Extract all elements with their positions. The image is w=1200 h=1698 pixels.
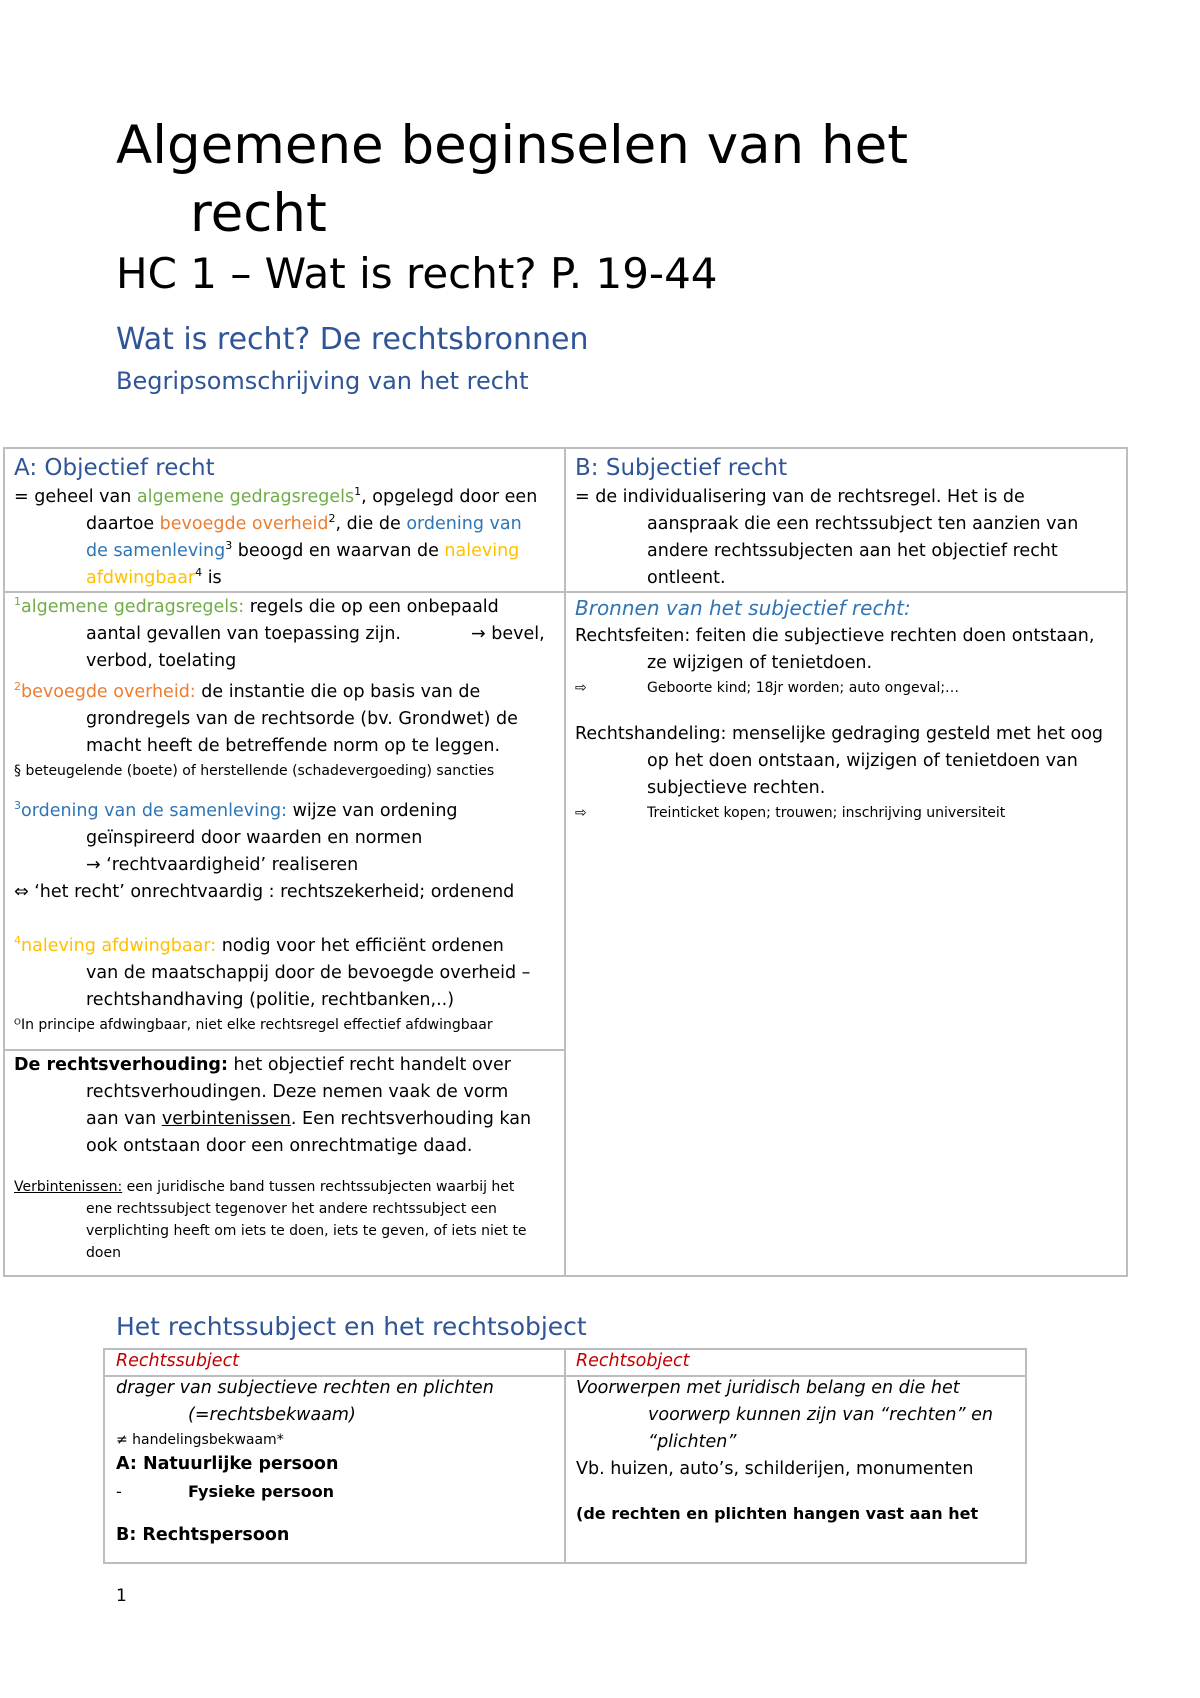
- rechtsverhouding-line2: rechtsverhoudingen. Deze nemen vaak de vorm: [86, 1082, 509, 1102]
- note-2-term: bevoegde overheid:: [21, 682, 196, 702]
- note-1-text2: aantal gevallen van toepassing zijn.: [86, 624, 401, 644]
- rechtsfeiten-line1: Rechtsfeiten: feiten die subjectieve rechten doen ontstaan,: [575, 626, 1095, 646]
- note-4-line2: van de maatschappij door de bevoegde overheid –: [86, 963, 531, 983]
- objectief-recht-cell: [14, 452, 554, 592]
- rechtsobject-heading: Rechtsobject: [576, 1351, 690, 1371]
- term-algemene-gedragsregels: algemene gedragsregels: [136, 487, 355, 507]
- rechtssubject-line3: ≠ handelingsbekwaam*: [116, 1432, 284, 1448]
- rechtssubject-line2: (=rechtsbekwaam): [188, 1405, 356, 1425]
- note-1-text: regels die op een onbepaald: [244, 597, 499, 617]
- note-2: [14, 679, 559, 706]
- verbintenissen-line4: doen: [86, 1245, 121, 1261]
- rechtsobject-examples: Vb. huizen, auto’s, schilderijen, monumenten: [576, 1459, 974, 1479]
- fysieke-persoon-item: [116, 1478, 556, 1505]
- verbintenissen-term: Verbintenissen:: [14, 1179, 123, 1195]
- note-2-sanctions: § beteugelende (boete) of herstellende (schadevergoeding) sancties: [14, 763, 495, 779]
- objectief-recht-heading: A: Objectief recht: [14, 455, 215, 481]
- verbintenissen-text: een juridische band tussen rechtssubjecten waarbij het: [122, 1179, 515, 1195]
- rechtssubject-heading: Rechtssubject: [116, 1351, 240, 1371]
- rechtssubject-cell: [116, 1348, 556, 1549]
- document-title-line2: recht: [190, 183, 327, 244]
- verbintenissen-line3: verplichting heeft om iets te doen, iets te geven, of iets niet te: [86, 1223, 527, 1239]
- rechtsfeiten-example-text: Geboorte kind; 18jr worden; auto ongeval;…: [647, 680, 960, 696]
- rechtsfeiten-line2: ze wijzigen of tenietdoen.: [647, 653, 873, 673]
- natuurlijke-persoon: A: Natuurlijke persoon: [116, 1454, 339, 1474]
- note-2-line3: macht heeft de betreffende norm op te leggen.: [86, 736, 501, 756]
- rechtsverhouding-term: De rechtsverhouding:: [14, 1055, 228, 1075]
- def-mid-2: , die de: [335, 514, 407, 534]
- rechtsobject-line1: Voorwerpen met juridisch belang en die het: [576, 1378, 960, 1398]
- note-1-arrow: → bevel,: [470, 624, 545, 644]
- rechtspersoon: B: Rechtspersoon: [116, 1525, 290, 1545]
- bronnen-cell: [575, 594, 1125, 824]
- objectief-recht-definition-line2: [14, 511, 554, 538]
- subjectief-recht-def-line1: = de individualisering van de rechtsregel. Het is de: [575, 487, 1025, 507]
- footnote-3-marker: 3: [225, 539, 233, 553]
- rechtshandeling-example-text: Treinticket kopen; trouwen; inschrijving universiteit: [647, 805, 1006, 821]
- note-3-line2: geïnspireerd door waarden en normen: [86, 828, 423, 848]
- footnote-4-marker: 4: [195, 566, 203, 580]
- term-ordening-b: de samenleving: [86, 541, 226, 561]
- def-mid-1b: daartoe: [86, 514, 160, 534]
- note-4-marker: 4: [14, 934, 21, 948]
- note-3-text: wijze van ordening: [287, 801, 458, 821]
- objectief-recht-definition-line3: [14, 538, 554, 565]
- note-1-line3: verbod, toelating: [86, 651, 237, 671]
- rechtsobject-line2: voorwerp kunnen zijn van “rechten” en: [648, 1405, 993, 1425]
- subjectief-recht-def-line3: andere rechtssubjecten aan het objectief recht: [647, 541, 1058, 561]
- note-3-marker: 3: [14, 799, 21, 813]
- def-mid-3: beoogd en waarvan de: [232, 541, 445, 561]
- note-1-line2: [14, 621, 559, 648]
- section-heading-2: Het rechtssubject en het rechtsobject: [116, 1312, 587, 1341]
- objectief-recht-definition: [14, 484, 554, 511]
- subsection-heading: Begripsomschrijving van het recht: [116, 367, 529, 395]
- footnote-2-marker: 2: [328, 512, 336, 526]
- rechtssubject-line1: drager van subjectieve rechten en plichten: [116, 1378, 494, 1398]
- arrow-right-icon: ⇨: [575, 680, 587, 696]
- footnote-1-marker: 1: [354, 485, 362, 499]
- subjectief-recht-cell: [575, 452, 1120, 592]
- subjectief-recht-def-line2: aanspraak die een rechtssubject ten aanzien van: [647, 514, 1079, 534]
- def-prefix: = geheel van: [14, 487, 137, 507]
- term-ordening-a: ordening van: [406, 514, 522, 534]
- document-title-line1: Algemene beginselen van het: [116, 115, 908, 176]
- note-2-text: de instantie die op basis van de: [195, 682, 481, 702]
- list-dash: -: [116, 1482, 122, 1501]
- note-3: [14, 798, 559, 825]
- note-4-small: ᴼIn principe afdwingbaar, niet elke rechtsregel effectief afdwingbaar: [14, 1017, 493, 1033]
- note-3-line4: ⇔ ‘het recht’ onrechtvaardig : rechtszekerheid; ordenend: [14, 882, 515, 902]
- bronnen-heading: Bronnen van het subjectief recht:: [575, 596, 911, 620]
- subjectief-recht-heading: B: Subjectief recht: [575, 455, 788, 481]
- rechtsverhouding-line3: [14, 1106, 559, 1133]
- rechtsobject-line3: “plichten”: [648, 1432, 737, 1452]
- rechtshandeling-line3: subjectieve rechten.: [647, 778, 826, 798]
- rechtsverhouding-line3a: aan van: [86, 1109, 162, 1129]
- rechtsverhouding-line4: ook ontstaan door een onrechtmatige daad.: [86, 1136, 473, 1156]
- verbintenissen-def: [14, 1176, 559, 1198]
- rechtshandeling-example: [575, 802, 1125, 824]
- note-2-line2: grondregels van de rechtsorde (bv. Grondwet) de: [86, 709, 518, 729]
- term-afdwingbaar: afdwingbaar: [86, 568, 196, 588]
- document-subtitle: HC 1 – Wat is recht? P. 19-44: [116, 249, 718, 298]
- page-number: 1: [116, 1586, 127, 1606]
- rechtsfeiten-example: [575, 677, 1125, 699]
- note-2-marker: 2: [14, 680, 21, 694]
- note-4-text: nodig voor het efficiënt ordenen: [216, 936, 504, 956]
- verbintenissen-line2: ene rechtssubject tegenover het andere rechtssubject een: [86, 1201, 497, 1217]
- term-bevoegde-overheid: bevoegde overheid: [159, 514, 329, 534]
- rechtsobject-cell: [576, 1348, 1016, 1527]
- arrow-right-icon: ⇨: [575, 805, 587, 821]
- subjectief-recht-def-line4: ontleent.: [647, 568, 726, 588]
- rechtshandeling-line2: op het doen ontstaan, wijzigen of tenietdoen van: [647, 751, 1078, 771]
- note-3-term: ordening van de samenleving:: [21, 801, 288, 821]
- note-1: [14, 594, 559, 621]
- note-1-term: algemene gedragsregels:: [21, 597, 245, 617]
- note-4-term: naleving afdwingbaar:: [21, 936, 217, 956]
- def-mid-1: , opgelegd door een: [361, 487, 538, 507]
- objectief-recht-notes: [14, 594, 559, 1036]
- note-3-line3: → ‘rechtvaardigheid’ realiseren: [86, 855, 359, 875]
- note-4: [14, 933, 559, 960]
- rechtsverhouding-line3b: . Een rechtsverhouding kan: [290, 1109, 532, 1129]
- rechtshandeling-line1: Rechtshandeling: menselijke gedraging gesteld met het oog: [575, 724, 1104, 744]
- term-naleving: naleving: [444, 541, 520, 561]
- rechtsverhouding-cell: [14, 1052, 559, 1264]
- section-heading: Wat is recht? De rechtsbronnen: [116, 322, 589, 357]
- fysieke-persoon: Fysieke persoon: [188, 1482, 335, 1501]
- objectief-recht-definition-line4: [14, 565, 554, 592]
- rechtsobject-note: (de rechten en plichten hangen vast aan het: [576, 1504, 979, 1523]
- rechtsverhouding-line1: [14, 1052, 559, 1079]
- note-1-marker: 1: [14, 595, 21, 609]
- verbintenissen-link-text: verbintenissen: [161, 1109, 291, 1129]
- note-4-line3: rechtshandhaving (politie, rechtbanken,..): [86, 990, 455, 1010]
- def-end: is: [202, 568, 222, 588]
- rechtsverhouding-text: het objectief recht handelt over: [227, 1055, 511, 1075]
